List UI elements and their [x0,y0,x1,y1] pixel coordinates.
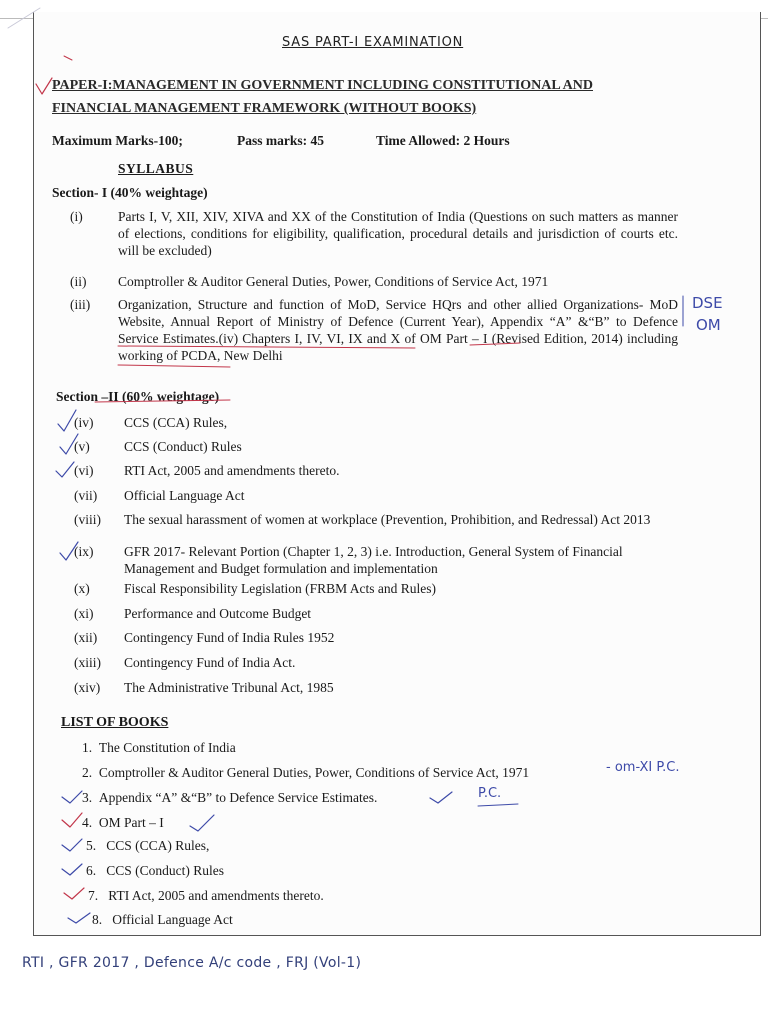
book-title: RTI Act, 2005 and amendments thereto. [108,888,324,903]
blue-underline [478,804,518,806]
check-mark-icon [58,410,76,431]
red-underline [95,400,230,402]
item-number: (iv) [74,415,94,430]
item-number: (ix) [74,544,94,559]
check-mark-icon [36,78,52,94]
book-number: 1. [82,740,93,755]
handwritten-book2-note: - om-XI P.C. [606,760,680,775]
check-mark-icon [64,888,84,899]
book-number: 7. [88,888,99,903]
book-title: CCS (CCA) Rules, [106,838,210,853]
item-number: (x) [74,581,90,596]
book-number: 4. [82,815,93,830]
pen-tick [64,56,72,60]
check-mark-icon [62,839,82,851]
item-number: (v) [74,439,90,454]
item-text: Contingency Fund of India Rules 1952 [124,630,335,645]
section2-heading: Section –II (60% weightage) [56,389,220,404]
check-mark-icon [62,864,82,875]
item-text: CCS (Conduct) Rules [124,439,242,454]
exam-title: SAS PART-I EXAMINATION [282,35,464,50]
check-mark-icon [56,462,74,477]
item-text: CCS (CCA) Rules, [124,415,228,430]
item-text: The Administrative Tribunal Act, 1985 [124,680,334,695]
item-number: (iii) [70,297,91,312]
red-underline [470,343,520,345]
paper-title-line1: PAPER-I:MANAGEMENT IN GOVERNMENT INCLUDING CONSTITUTIONAL AND [52,78,593,93]
paper-title-line2: FINANCIAL MANAGEMENT FRAMEWORK (WITHOUT BOOKS) [52,101,477,116]
corner-mark [8,8,40,28]
red-underline [118,365,230,367]
pass-marks: Pass marks: 45 [237,133,324,148]
book-title: Appendix “A” &“B” to Defence Service Estimates. [98,790,378,805]
book-title: Official Language Act [112,912,233,927]
book-title: OM Part – I [98,815,164,830]
item-text: Official Language Act [124,488,245,503]
handwritten-bottom-note: RTI , GFR 2017 , Defence A/c code , FRJ (Vol-1) [22,955,362,971]
handwritten-book3-note: P.C. [478,786,502,801]
check-mark-icon [68,913,90,923]
item-text: Parts I, V, XII, XIV, XIVA and XX of the Constitution of India (Questions on such matters as manner of elections, conditions for eligibility, qualification, procedural details and jurisdiction of courts etc. will be excluded) [118,209,678,258]
check-mark-icon [62,791,82,803]
syllabus-heading: SYLLABUS [118,161,194,176]
item-number: (xiv) [74,680,101,695]
book-title: CCS (Conduct) Rules [106,863,225,878]
item-text: The sexual harassment of women at workplace (Prevention, Prohibition, and Redressal) Act 2013 [124,512,651,527]
book-number: 5. [86,838,97,853]
item-text: Comptroller & Auditor General Duties, Power, Conditions of Service Act, 1971 [118,274,549,289]
check-mark-icon [62,813,82,827]
item-text: Performance and Outcome Budget [124,606,312,621]
item-text: Fiscal Responsibility Legislation (FRBM Acts and Rules) [124,581,436,596]
item-number: (i) [70,209,83,224]
handwritten-om: OM [696,316,721,334]
books-heading: LIST OF BOOKS [61,715,169,730]
item-number: (xi) [74,606,94,621]
book-number: 3. [82,790,93,805]
item-number: (xii) [74,630,98,645]
book-number: 8. [92,912,103,927]
book-title: Comptroller & Auditor General Duties, Power, Conditions of Service Act, 1971 [98,765,530,780]
check-mark-icon [60,434,78,454]
item-number: (xiii) [74,655,101,670]
maximum-marks: Maximum Marks-100; [52,133,183,148]
item-number: (vii) [74,488,98,503]
time-allowed: Time Allowed: 2 Hours [376,133,510,148]
book-number: 6. [86,863,97,878]
item-text: RTI Act, 2005 and amendments thereto. [124,463,340,478]
section1-heading: Section- I (40% weightage) [52,185,208,200]
book-title: The Constitution of India [98,740,236,755]
item-text: Contingency Fund of India Act. [124,655,296,670]
item-number: (viii) [74,512,101,527]
check-mark-icon [60,542,78,560]
item-number: (vi) [74,463,94,478]
check-mark-icon [190,815,214,831]
item-number: (ii) [70,274,87,289]
handwritten-dse: DSE [692,294,723,312]
item-text: Organization, Structure and function of MoD, Service HQrs and other allied Organizations- MoD Website, Annual Report of Ministry of Defence (Current Year), Appendix “A” &“B” to Defence Service Estimates.(iv) Chapters I, IV, VI, IX and X of OM Part – I (Revised Edition, 2014) including working of PCDA, New Delhi [118,297,678,363]
book-number: 2. [82,765,93,780]
check-mark-icon [430,792,452,803]
red-underline [118,346,415,348]
item-text: GFR 2017- Relevant Portion (Chapter 1, 2, 3) i.e. Introduction, General System of Financial Management and Budget formulation and implementation [124,544,623,576]
